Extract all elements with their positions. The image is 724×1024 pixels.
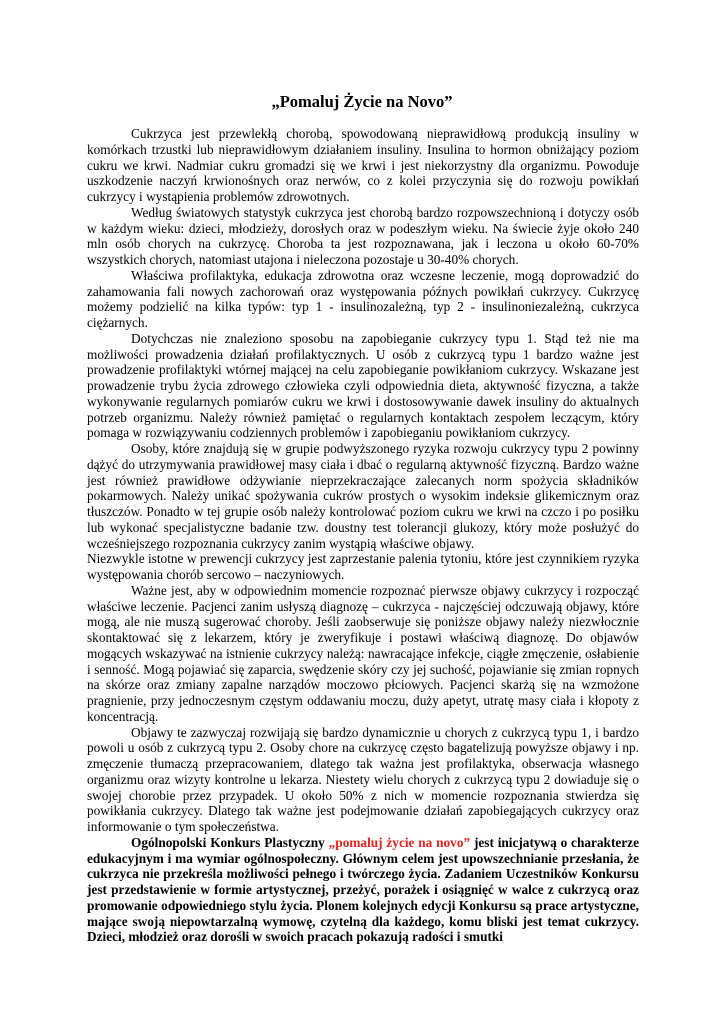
contest-description: jest inicjatywą o charakterze edukacyjnym i ma wymiar ogólnospołeczny. Głównym celem jest upowszechnianie przesłania, że cukrzyca nie przekreśla możliwości pełnego i twórczego życia. Zadaniem Uczestników Konkursu jest przedstawienie w formie artystycznej, przeżyć, porażek i osiągnięć w walce z cukrzycą oraz promowanie odpowiedniego stylu życia. Plonem kolejnych edycji Konkursu są prace artystyczne, mające swoją niepowtarzalną wymowę, czytelną dla każdego, komu bliski jest temat cukrzycy. Dzieci, młodzież oraz dorośli w swoich pracach pokazują radości i smutki [87,834,639,945]
contest-name: „pomaluj życie na novo” [328,834,471,850]
paragraph-prevention-types: Właściwa profilaktyka, edukacja zdrowotna oraz wczesne leczenie, mogą doprowadzić do zahamowania fali nowych zachorowań oraz występowania późnych powikłań cukrzycy. Cukrzycę możemy podzielić na kilka typów: typ 1 - insulinozależną, typ 2 - insulinoniezależną, cukrzyca ciężarnych. [87,267,639,330]
paragraph-type2-risk: Osoby, które znajdują się w grupie podwyższonego ryzyka rozwoju cukrzycy typu 2 powinny dążyć do utrzymywania prawidłowej masy ciała i dbać o regularną aktywność fizyczną. Bardzo ważne jest również prawidłowe odżywianie nieprzekraczające zalecanych norm spożycia składników pokarmowych. Należy unikać spożywania cukrów prostych o wysokim indeksie glikemicznym oraz tłuszczów. Ponadto w tej grupie osób należy kontrolować poziom cukru we krwi na czczo i po posiłku lub wykonać specjalistyczne badanie tzw. doustny test tolerancji glukozy, który może posłużyć do wcześniejszego rozpoznania cukrzycy zanim wystąpią właściwe objawy. [87,441,639,551]
paragraph-type1: Dotychczas nie znaleziono sposobu na zapobieganie cukrzycy typu 1. Stąd też nie ma możliwości prowadzenia działań profilaktycznych. U osób z cukrzycą typu 1 bardzo ważne jest prowadzenie profilaktyki wtórnej mającej na celu zapobieganie powikłaniom cukrzycy. Wskazane jest prowadzenie trybu życia zdrowego człowieka czyli odpowiednia dieta, aktywność fizyczna, a także wykonywanie regularnych pomiarów cukru we krwi i dostosowywanie dawek insuliny do aktualnych potrzeb organizmu. Należy również pamiętać o regularnych kontaktach zespołem leczącym, który pomaga w rozwiązywaniu codziennych problemów i zapobieganiu powikłaniom cukrzycy. [87,330,639,441]
document-body [87,126,639,945]
paragraph-definition: Cukrzyca jest przewlekłą chorobą, spowodowaną nieprawidłową produkcją insuliny w komórkach trzustki lub nieprawidłowym działaniem insuliny. Insulina to hormon obniżający poziom cukru we krwi. Nadmiar cukru gromadzi się we krwi i jest niekorzystny dla organizmu. Powoduje uszkodzenie naczyń krwionośnych oraz nerwów, co z kolei przyczynia się do rozwoju powikłań cukrzycy i wystąpienia problemów zdrowotnych. [87,126,639,204]
document-title: „Pomaluj Życie na Novo” [271,92,453,111]
paragraph-statistics: Według światowych statystyk cukrzyca jest chorobą bardzo rozpowszechnioną i dotyczy osób w każdym wieku: dzieci, młodzieży, dorosłych oraz w podeszłym wieku. Na świecie żyje około 240 mln osób chorych na cukrzycę. Choroba ta jest rozpoznawana, jak i leczona u około 60-70% wszystkich chorych, natomiast utajona i nieleczona pozostaje u 30-40% chorych. [87,204,639,267]
paragraph-contest [87,835,639,945]
paragraph-symptoms: Ważne jest, aby w odpowiednim momencie rozpoznać pierwsze objawy cukrzycy i rozpocząć właściwe leczenie. Pacjenci zanim usłyszą diagnozę – cukrzyca - najczęściej odczuwają objawy, które mogą, ale nie muszą sugerować choroby. Jeśli zaobserwuje się poniższe objawy należy niezwłocznie skontaktować się z lekarzem, który je zweryfikuje i postawi właściwą diagnozę. Do objawów mogących wskazywać na istnienie cukrzycy należą: nawracające infekcje, ciągłe zmęczenie, osłabienie i senność. Mogą pojawiać się zaparcia, swędzenie skóry czy jej suchość, pojawianie się zmian ropnych na skórze oraz zmiany zapalne narządów moczowo płciowych. Pacjenci skarżą się na wzmożone pragnienie, przy jednoczesnym częstym oddawaniu moczu, duży apetyt, utratę masy ciała i kłopoty z koncentracją. [87,582,639,724]
contest-lead: Ogólnopolski Konkurs Plastyczny [131,834,329,850]
paragraph-symptom-development: Objawy te zazwyczaj rozwijają się bardzo dynamicznie u chorych z cukrzycą typu 1, i bardzo powoli u osób z cukrzycą typu 2. Osoby chore na cukrzycę często bagatelizują powyższe objawy i np. zmęczenie tłumaczą przepracowaniem, dlatego tak ważna jest profilaktyka, obserwacja własnego organizmu oraz wizyty kontrolne u lekarza. Niestety wielu chorych z cukrzycą typu 2 dowiaduje się o swojej chorobie przez przypadek. U około 50% z nich w momencie rozpoznania stwierdza się powikłania cukrzycy. Dlatego tak ważne jest podejmowanie działań zapobiegających cukrzycy oraz informowanie o tym społeczeństwa. [87,724,639,834]
paragraph-smoking: Niezwykle istotne w prewencji cukrzycy jest zaprzestanie palenia tytoniu, które jest czynnikiem ryzyka występowania chorób sercowo – naczyniowych. [87,551,639,582]
